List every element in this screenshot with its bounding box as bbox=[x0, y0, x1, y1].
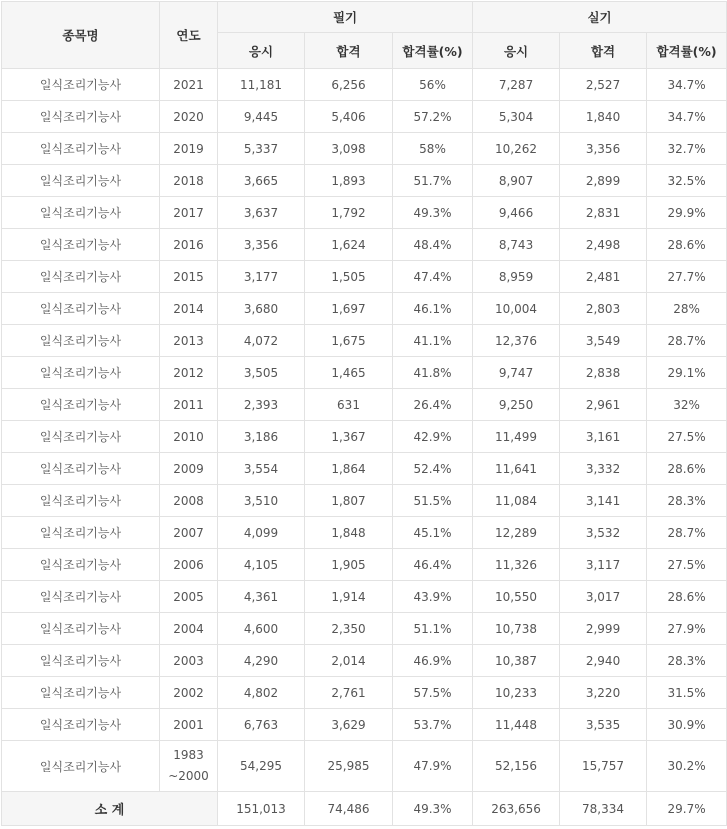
total-written-rate: 49.3% bbox=[393, 792, 473, 826]
cell-practical-rate: 31.5% bbox=[647, 677, 727, 709]
total-row bbox=[2, 792, 727, 826]
cell-written-applicants: 11,181 bbox=[218, 69, 305, 101]
cell-name: 일식조리기능사 bbox=[2, 421, 160, 453]
header-year: 연도 bbox=[160, 2, 218, 69]
total-practical-rate: 29.7% bbox=[647, 792, 727, 826]
table-row bbox=[2, 453, 727, 485]
table-row bbox=[2, 197, 727, 229]
cell-practical-passed: 3,141 bbox=[560, 485, 647, 517]
table-row bbox=[2, 229, 727, 261]
cell-practical-applicants: 52,156 bbox=[473, 741, 560, 792]
cell-practical-applicants: 8,907 bbox=[473, 165, 560, 197]
cell-practical-applicants: 7,287 bbox=[473, 69, 560, 101]
total-practical-applicants: 263,656 bbox=[473, 792, 560, 826]
cell-practical-rate: 27.9% bbox=[647, 613, 727, 645]
cell-practical-passed: 3,356 bbox=[560, 133, 647, 165]
header-row-top bbox=[2, 2, 727, 33]
cell-practical-applicants: 9,466 bbox=[473, 197, 560, 229]
table-row bbox=[2, 549, 727, 581]
cell-written-applicants: 3,186 bbox=[218, 421, 305, 453]
table-row bbox=[2, 485, 727, 517]
cell-name: 일식조리기능사 bbox=[2, 133, 160, 165]
cell-practical-passed: 2,940 bbox=[560, 645, 647, 677]
cell-written-rate: 47.4% bbox=[393, 261, 473, 293]
year-line: 1983 bbox=[173, 748, 204, 762]
cell-name: 일식조리기능사 bbox=[2, 645, 160, 677]
cell-written-rate: 26.4% bbox=[393, 389, 473, 421]
cell-practical-applicants: 11,326 bbox=[473, 549, 560, 581]
header-written-rate: 합격률(%) bbox=[393, 33, 473, 69]
cell-written-passed: 3,629 bbox=[305, 709, 393, 741]
cell-written-passed: 1,465 bbox=[305, 357, 393, 389]
header-practical-applicants: 응시 bbox=[473, 33, 560, 69]
cell-written-rate: 57.5% bbox=[393, 677, 473, 709]
cell-practical-passed: 2,899 bbox=[560, 165, 647, 197]
cell-name: 일식조리기능사 bbox=[2, 677, 160, 709]
cell-written-applicants: 6,763 bbox=[218, 709, 305, 741]
cell-written-applicants: 54,295 bbox=[218, 741, 305, 792]
cell-year: 2012 bbox=[160, 357, 218, 389]
cell-practical-rate: 32% bbox=[647, 389, 727, 421]
cell-practical-rate: 28.3% bbox=[647, 645, 727, 677]
cell-written-rate: 53.7% bbox=[393, 709, 473, 741]
cell-name: 일식조리기능사 bbox=[2, 485, 160, 517]
table-row bbox=[2, 101, 727, 133]
header-written: 필기 bbox=[218, 2, 473, 33]
cell-name: 일식조리기능사 bbox=[2, 165, 160, 197]
cell-practical-applicants: 11,499 bbox=[473, 421, 560, 453]
cell-written-rate: 57.2% bbox=[393, 101, 473, 133]
cell-year: 2007 bbox=[160, 517, 218, 549]
cell-practical-passed: 3,117 bbox=[560, 549, 647, 581]
cell-practical-rate: 28.3% bbox=[647, 485, 727, 517]
cell-written-applicants: 4,290 bbox=[218, 645, 305, 677]
cell-name: 일식조리기능사 bbox=[2, 229, 160, 261]
cell-practical-rate: 28.6% bbox=[647, 229, 727, 261]
cell-name: 일식조리기능사 bbox=[2, 101, 160, 133]
cell-name: 일식조리기능사 bbox=[2, 197, 160, 229]
cell-practical-passed: 2,527 bbox=[560, 69, 647, 101]
cell-practical-applicants: 10,004 bbox=[473, 293, 560, 325]
cell-name: 일식조리기능사 bbox=[2, 69, 160, 101]
cell-written-passed: 5,406 bbox=[305, 101, 393, 133]
cell-name: 일식조리기능사 bbox=[2, 325, 160, 357]
total-label: 소 계 bbox=[2, 792, 218, 826]
cell-written-rate: 43.9% bbox=[393, 581, 473, 613]
cell-name: 일식조리기능사 bbox=[2, 357, 160, 389]
cell-practical-applicants: 10,387 bbox=[473, 645, 560, 677]
cell-written-passed: 3,098 bbox=[305, 133, 393, 165]
cell-written-applicants: 3,554 bbox=[218, 453, 305, 485]
cell-practical-passed: 2,999 bbox=[560, 613, 647, 645]
exam-statistics-table bbox=[1, 1, 727, 826]
header-practical-rate: 합격률(%) bbox=[647, 33, 727, 69]
table-row bbox=[2, 165, 727, 197]
cell-written-applicants: 4,361 bbox=[218, 581, 305, 613]
cell-practical-passed: 3,161 bbox=[560, 421, 647, 453]
cell-written-applicants: 3,505 bbox=[218, 357, 305, 389]
cell-practical-rate: 30.2% bbox=[647, 741, 727, 792]
cell-name: 일식조리기능사 bbox=[2, 389, 160, 421]
cell-year: 2019 bbox=[160, 133, 218, 165]
cell-practical-passed: 2,831 bbox=[560, 197, 647, 229]
cell-written-passed: 2,761 bbox=[305, 677, 393, 709]
cell-written-rate: 46.1% bbox=[393, 293, 473, 325]
cell-written-rate: 45.1% bbox=[393, 517, 473, 549]
cell-written-applicants: 3,680 bbox=[218, 293, 305, 325]
table-row bbox=[2, 293, 727, 325]
cell-practical-rate: 28.6% bbox=[647, 453, 727, 485]
cell-written-passed: 1,675 bbox=[305, 325, 393, 357]
cell-practical-applicants: 12,289 bbox=[473, 517, 560, 549]
cell-written-rate: 52.4% bbox=[393, 453, 473, 485]
cell-year: 2010 bbox=[160, 421, 218, 453]
table-row bbox=[2, 261, 727, 293]
cell-written-applicants: 3,637 bbox=[218, 197, 305, 229]
cell-practical-rate: 29.9% bbox=[647, 197, 727, 229]
cell-written-rate: 46.9% bbox=[393, 645, 473, 677]
cell-written-applicants: 9,445 bbox=[218, 101, 305, 133]
cell-year: 2016 bbox=[160, 229, 218, 261]
cell-written-passed: 1,807 bbox=[305, 485, 393, 517]
cell-practical-passed: 3,332 bbox=[560, 453, 647, 485]
cell-practical-rate: 28.6% bbox=[647, 581, 727, 613]
cell-written-passed: 1,624 bbox=[305, 229, 393, 261]
cell-practical-applicants: 5,304 bbox=[473, 101, 560, 133]
table-row bbox=[2, 677, 727, 709]
cell-written-passed: 2,014 bbox=[305, 645, 393, 677]
cell-year: 2006 bbox=[160, 549, 218, 581]
cell-written-rate: 56% bbox=[393, 69, 473, 101]
cell-year: 2015 bbox=[160, 261, 218, 293]
cell-written-passed: 1,697 bbox=[305, 293, 393, 325]
cell-practical-rate: 27.7% bbox=[647, 261, 727, 293]
cell-written-applicants: 3,665 bbox=[218, 165, 305, 197]
cell-written-rate: 48.4% bbox=[393, 229, 473, 261]
cell-year: 2003 bbox=[160, 645, 218, 677]
cell-practical-passed: 3,532 bbox=[560, 517, 647, 549]
cell-name: 일식조리기능사 bbox=[2, 453, 160, 485]
cell-year: 2020 bbox=[160, 101, 218, 133]
cell-written-passed: 1,792 bbox=[305, 197, 393, 229]
total-practical-passed: 78,334 bbox=[560, 792, 647, 826]
header-name: 종목명 bbox=[2, 2, 160, 69]
cell-written-passed: 631 bbox=[305, 389, 393, 421]
cell-name: 일식조리기능사 bbox=[2, 613, 160, 645]
cell-year: 2017 bbox=[160, 197, 218, 229]
cell-written-rate: 42.9% bbox=[393, 421, 473, 453]
cell-practical-rate: 27.5% bbox=[647, 421, 727, 453]
year-line: ~2000 bbox=[168, 769, 209, 783]
cell-year: 2001 bbox=[160, 709, 218, 741]
cell-practical-rate: 28.7% bbox=[647, 325, 727, 357]
cell-year: 2013 bbox=[160, 325, 218, 357]
cell-year: 2018 bbox=[160, 165, 218, 197]
cell-written-rate: 41.1% bbox=[393, 325, 473, 357]
cell-practical-applicants: 9,250 bbox=[473, 389, 560, 421]
cell-written-passed: 1,505 bbox=[305, 261, 393, 293]
table-row bbox=[2, 741, 727, 792]
cell-practical-applicants: 9,747 bbox=[473, 357, 560, 389]
cell-name: 일식조리기능사 bbox=[2, 709, 160, 741]
cell-practical-rate: 30.9% bbox=[647, 709, 727, 741]
cell-year: 2011 bbox=[160, 389, 218, 421]
cell-practical-passed: 2,498 bbox=[560, 229, 647, 261]
table-row bbox=[2, 581, 727, 613]
cell-practical-rate: 28% bbox=[647, 293, 727, 325]
cell-written-rate: 51.5% bbox=[393, 485, 473, 517]
header-practical: 실기 bbox=[473, 2, 727, 33]
table-body bbox=[2, 69, 727, 792]
cell-practical-applicants: 10,550 bbox=[473, 581, 560, 613]
cell-written-rate: 51.1% bbox=[393, 613, 473, 645]
table-row bbox=[2, 325, 727, 357]
table-row bbox=[2, 421, 727, 453]
cell-year: 2009 bbox=[160, 453, 218, 485]
table-row bbox=[2, 645, 727, 677]
cell-written-applicants: 2,393 bbox=[218, 389, 305, 421]
header-practical-passed: 합격 bbox=[560, 33, 647, 69]
table-row bbox=[2, 613, 727, 645]
cell-practical-passed: 3,017 bbox=[560, 581, 647, 613]
cell-written-rate: 51.7% bbox=[393, 165, 473, 197]
cell-written-applicants: 3,356 bbox=[218, 229, 305, 261]
cell-written-rate: 58% bbox=[393, 133, 473, 165]
cell-name: 일식조리기능사 bbox=[2, 261, 160, 293]
cell-written-applicants: 4,072 bbox=[218, 325, 305, 357]
cell-practical-applicants: 10,738 bbox=[473, 613, 560, 645]
cell-practical-rate: 29.1% bbox=[647, 357, 727, 389]
cell-written-applicants: 4,099 bbox=[218, 517, 305, 549]
cell-practical-passed: 3,535 bbox=[560, 709, 647, 741]
table-row bbox=[2, 389, 727, 421]
cell-practical-passed: 2,961 bbox=[560, 389, 647, 421]
cell-written-passed: 2,350 bbox=[305, 613, 393, 645]
cell-practical-applicants: 12,376 bbox=[473, 325, 560, 357]
cell-written-passed: 25,985 bbox=[305, 741, 393, 792]
table-row bbox=[2, 69, 727, 101]
cell-practical-passed: 2,481 bbox=[560, 261, 647, 293]
cell-written-applicants: 4,600 bbox=[218, 613, 305, 645]
cell-name: 일식조리기능사 bbox=[2, 517, 160, 549]
cell-practical-rate: 34.7% bbox=[647, 101, 727, 133]
cell-practical-applicants: 11,641 bbox=[473, 453, 560, 485]
cell-written-passed: 1,848 bbox=[305, 517, 393, 549]
cell-practical-passed: 15,757 bbox=[560, 741, 647, 792]
cell-written-passed: 1,893 bbox=[305, 165, 393, 197]
header-written-applicants: 응시 bbox=[218, 33, 305, 69]
cell-practical-passed: 3,549 bbox=[560, 325, 647, 357]
cell-written-rate: 46.4% bbox=[393, 549, 473, 581]
cell-written-passed: 6,256 bbox=[305, 69, 393, 101]
cell-practical-rate: 27.5% bbox=[647, 549, 727, 581]
cell-written-rate: 49.3% bbox=[393, 197, 473, 229]
total-written-passed: 74,486 bbox=[305, 792, 393, 826]
cell-practical-passed: 2,803 bbox=[560, 293, 647, 325]
cell-year: 2021 bbox=[160, 69, 218, 101]
cell-year: 2004 bbox=[160, 613, 218, 645]
cell-year: 2002 bbox=[160, 677, 218, 709]
table-row bbox=[2, 357, 727, 389]
header-written-passed: 합격 bbox=[305, 33, 393, 69]
cell-practical-applicants: 11,448 bbox=[473, 709, 560, 741]
table-row bbox=[2, 517, 727, 549]
cell-written-passed: 1,914 bbox=[305, 581, 393, 613]
cell-practical-applicants: 11,084 bbox=[473, 485, 560, 517]
cell-practical-applicants: 10,262 bbox=[473, 133, 560, 165]
cell-practical-applicants: 10,233 bbox=[473, 677, 560, 709]
cell-year bbox=[160, 741, 218, 792]
cell-written-applicants: 4,105 bbox=[218, 549, 305, 581]
cell-practical-passed: 3,220 bbox=[560, 677, 647, 709]
cell-written-rate: 41.8% bbox=[393, 357, 473, 389]
cell-name: 일식조리기능사 bbox=[2, 549, 160, 581]
cell-written-rate: 47.9% bbox=[393, 741, 473, 792]
total-written-applicants: 151,013 bbox=[218, 792, 305, 826]
cell-written-applicants: 4,802 bbox=[218, 677, 305, 709]
cell-year: 2008 bbox=[160, 485, 218, 517]
cell-practical-rate: 28.7% bbox=[647, 517, 727, 549]
cell-practical-passed: 1,840 bbox=[560, 101, 647, 133]
cell-written-applicants: 3,510 bbox=[218, 485, 305, 517]
cell-name: 일식조리기능사 bbox=[2, 293, 160, 325]
cell-name: 일식조리기능사 bbox=[2, 741, 160, 792]
cell-written-passed: 1,367 bbox=[305, 421, 393, 453]
cell-name: 일식조리기능사 bbox=[2, 581, 160, 613]
cell-written-applicants: 3,177 bbox=[218, 261, 305, 293]
cell-year: 2014 bbox=[160, 293, 218, 325]
cell-written-passed: 1,864 bbox=[305, 453, 393, 485]
cell-practical-applicants: 8,743 bbox=[473, 229, 560, 261]
table-row bbox=[2, 133, 727, 165]
cell-practical-rate: 32.5% bbox=[647, 165, 727, 197]
cell-year: 2005 bbox=[160, 581, 218, 613]
cell-practical-rate: 32.7% bbox=[647, 133, 727, 165]
table-row bbox=[2, 709, 727, 741]
cell-practical-applicants: 8,959 bbox=[473, 261, 560, 293]
cell-practical-passed: 2,838 bbox=[560, 357, 647, 389]
cell-written-applicants: 5,337 bbox=[218, 133, 305, 165]
cell-practical-rate: 34.7% bbox=[647, 69, 727, 101]
cell-written-passed: 1,905 bbox=[305, 549, 393, 581]
